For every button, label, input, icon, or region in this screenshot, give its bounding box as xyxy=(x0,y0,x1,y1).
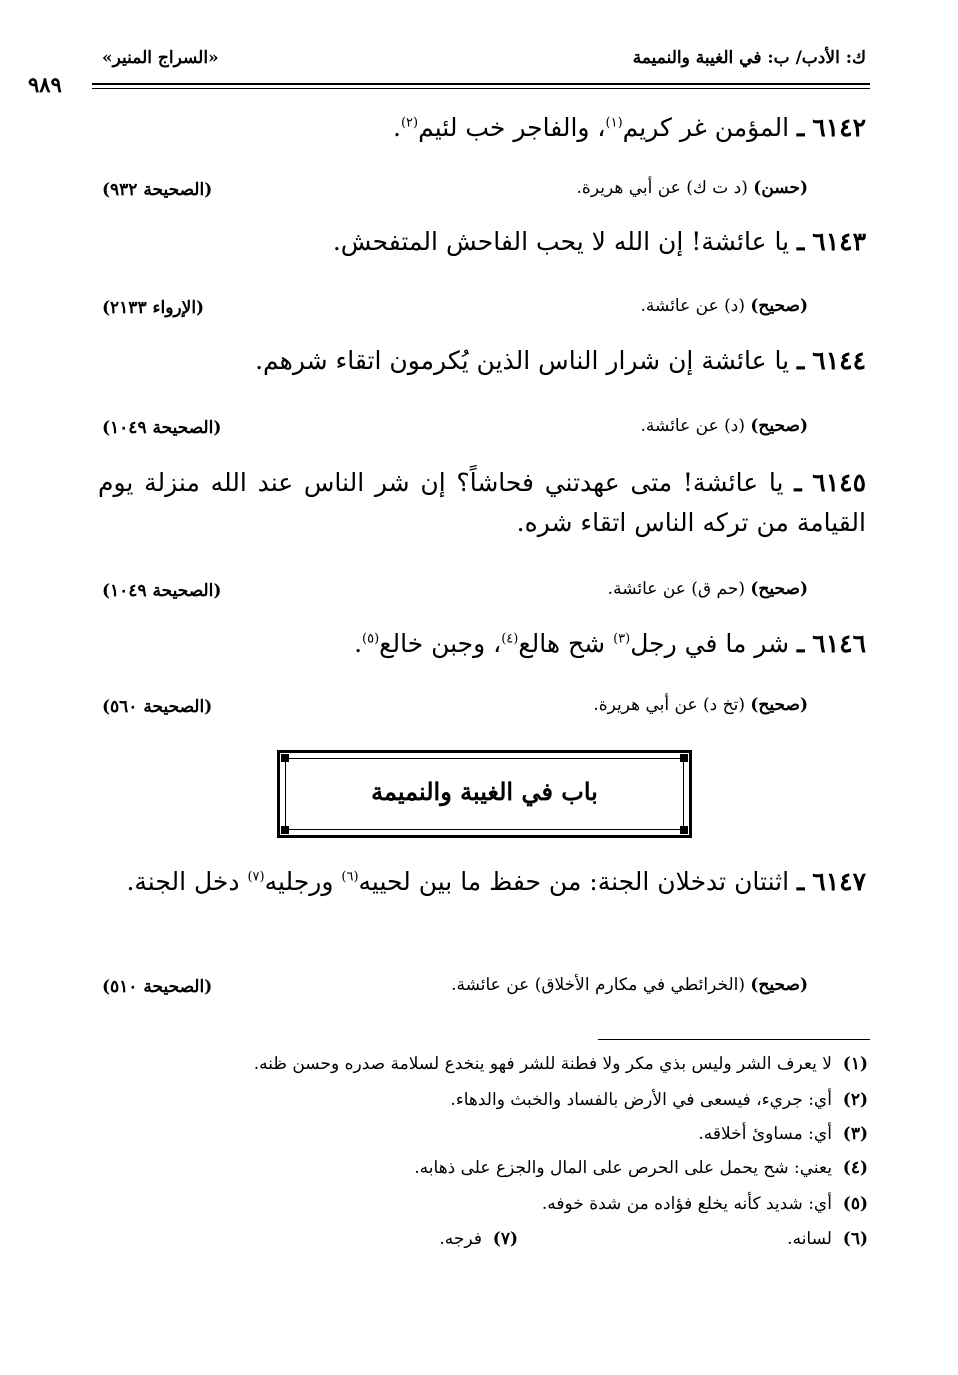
reference: (الصحيحة ٩٣٢) xyxy=(102,180,213,200)
hadith-number: ٦١٤٢ xyxy=(812,113,866,142)
hadith-number: ٦١٤٣ xyxy=(812,227,866,256)
hadith-grade-line xyxy=(451,975,808,995)
dash: ـ xyxy=(797,227,805,256)
hadith-grade-line xyxy=(608,579,808,599)
footnote-3 xyxy=(698,1124,868,1144)
footnote-marker: (٢) xyxy=(400,115,419,131)
header-rule-thin xyxy=(92,88,870,89)
footnote-marker: (١) xyxy=(842,1054,868,1074)
grade: (صحيح) xyxy=(750,296,808,316)
frame-corner-ornament xyxy=(680,754,688,762)
frame-corner-ornament xyxy=(281,754,289,762)
hadith-6144 xyxy=(255,341,866,381)
chapter-heading-box xyxy=(277,750,692,838)
hadith-6146 xyxy=(354,624,866,664)
footnote-marker: (٢) xyxy=(842,1090,868,1110)
hadith-text: شح هالع xyxy=(518,629,614,658)
source: (الخرائطي في مكارم الأخلاق) عن عائشة. xyxy=(451,975,745,995)
footnote-text: أي: مساوئ أخلاقه. xyxy=(698,1124,832,1144)
footnote-text: يعني: شح يحمل على الحرص على المال والجزع على ذهابه. xyxy=(414,1158,832,1178)
hadith-6145 xyxy=(98,463,866,543)
footnote-1 xyxy=(254,1054,868,1074)
footnote-2 xyxy=(450,1090,868,1110)
reference: (الصحيحة ١٠٤٩) xyxy=(102,418,222,438)
reference: (الصحيحة ٥١٠) xyxy=(102,977,213,997)
footnote-marker: (٥) xyxy=(362,631,380,647)
hadith-grade-line xyxy=(577,178,808,198)
footnote-text: أي: شديد كأنه يخلع فؤاده من شدة خوفه. xyxy=(541,1194,832,1214)
chapter-heading: باب في الغيبة والنميمة xyxy=(371,777,598,806)
footnote-4 xyxy=(414,1158,868,1178)
dash: ـ xyxy=(797,346,805,375)
hadith-6143 xyxy=(333,222,866,262)
dash: ـ xyxy=(797,867,805,896)
hadith-text: يا عائشة! إن الله لا يحب الفاحش المتفحش. xyxy=(332,227,790,256)
hadith-text: شر ما في رجل xyxy=(630,629,790,658)
source: (تخ د) عن أبي هريرة. xyxy=(593,695,745,715)
footnote-text: أي: جريء، فيسعى في الأرض بالفساد والخبث والدهاء. xyxy=(450,1090,832,1110)
footnote-marker: (٧) xyxy=(492,1229,518,1249)
footnote-text: فرجه. xyxy=(439,1229,482,1249)
hadith-6147 xyxy=(98,862,866,902)
dash: ـ xyxy=(794,468,802,497)
frame-corner-ornament xyxy=(680,826,688,834)
footnote-6 xyxy=(787,1229,868,1249)
source: (د) عن عائشة. xyxy=(640,296,745,316)
hadith-text: ، وجبن خالع xyxy=(379,629,502,658)
source: (حم ق) عن عائشة. xyxy=(607,579,745,599)
frame-corner-ornament xyxy=(281,826,289,834)
hadith-6142 xyxy=(393,108,866,148)
hadith-number: ٦١٤٤ xyxy=(812,346,866,375)
hadith-grade-line xyxy=(593,695,808,715)
source: (د) عن عائشة. xyxy=(640,416,745,436)
reference: (الإرواء ٢١٣٣) xyxy=(102,298,205,318)
dash: ـ xyxy=(797,113,805,142)
hadith-text: ، والفاجر خب لئيم xyxy=(418,113,606,142)
hadith-text: يا عائشة إن شرار الناس الذين يُكرمون اتقاء شرهم. xyxy=(255,346,790,375)
header-rule-thick xyxy=(92,83,870,85)
page-number: ٩٨٩ xyxy=(28,72,62,97)
footnote-marker: (٤) xyxy=(501,631,519,647)
hadith-grade-line xyxy=(641,296,808,316)
grade: (حسن) xyxy=(753,178,808,198)
footnote-marker: (٣) xyxy=(842,1124,868,1144)
grade: (صحيح) xyxy=(750,579,808,599)
hadith-number: ٦١٤٧ xyxy=(812,867,866,896)
footnote-marker: (٤) xyxy=(842,1158,868,1178)
footnote-marker: (١) xyxy=(605,115,623,131)
hadith-text: المؤمن غر كريم xyxy=(622,113,790,142)
reference: (الصحيحة ١٠٤٩) xyxy=(102,581,222,601)
footnote-marker: (٥) xyxy=(842,1194,868,1214)
hadith-number: ٦١٤٦ xyxy=(812,629,866,658)
footnote-marker: (٣) xyxy=(613,631,631,647)
hadith-text: دخل الجنة. xyxy=(126,867,248,896)
footnote-separator xyxy=(598,1039,870,1040)
source: (د ت ك) عن أبي هريرة. xyxy=(576,178,748,198)
dash: ـ xyxy=(797,629,805,658)
grade: (صحيح) xyxy=(750,695,808,715)
hadith-text: اثنتان تدخلان الجنة: من حفظ ما بين لحييه xyxy=(358,867,790,896)
footnote-5 xyxy=(542,1194,868,1214)
hadith-text: ورجليه xyxy=(264,867,342,896)
footnote-text: لسانه. xyxy=(787,1229,832,1249)
footnote-marker: (٦) xyxy=(341,869,359,885)
footnote-marker: (٦) xyxy=(842,1229,868,1249)
hadith-number: ٦١٤٥ xyxy=(812,468,866,497)
footnote-text: لا يعرف الشر وليس بذي مكر ولا فطنة للشر فهو ينخدع لسلامة صدره وحسن ظنه. xyxy=(253,1054,832,1074)
hadith-text: . xyxy=(393,113,401,142)
running-header-book-title: «السراج المنير» xyxy=(102,48,219,68)
reference: (الصحيحة ٥٦٠) xyxy=(102,697,213,717)
footnote-7 xyxy=(439,1229,518,1249)
running-header-chapter: ك: الأدب/ ب: في الغيبة والنميمة xyxy=(632,48,866,68)
hadith-text: . xyxy=(354,629,363,658)
hadith-text: يا عائشة! متى عهدتني فحاشاً؟ إن شر الناس عند الله منزلة يوم القيامة من تركه الناس اتقاء شره. xyxy=(98,468,866,537)
grade: (صحيح) xyxy=(750,416,808,436)
hadith-grade-line xyxy=(641,416,808,436)
grade: (صحيح) xyxy=(750,975,808,995)
footnote-marker: (٧) xyxy=(247,869,265,885)
